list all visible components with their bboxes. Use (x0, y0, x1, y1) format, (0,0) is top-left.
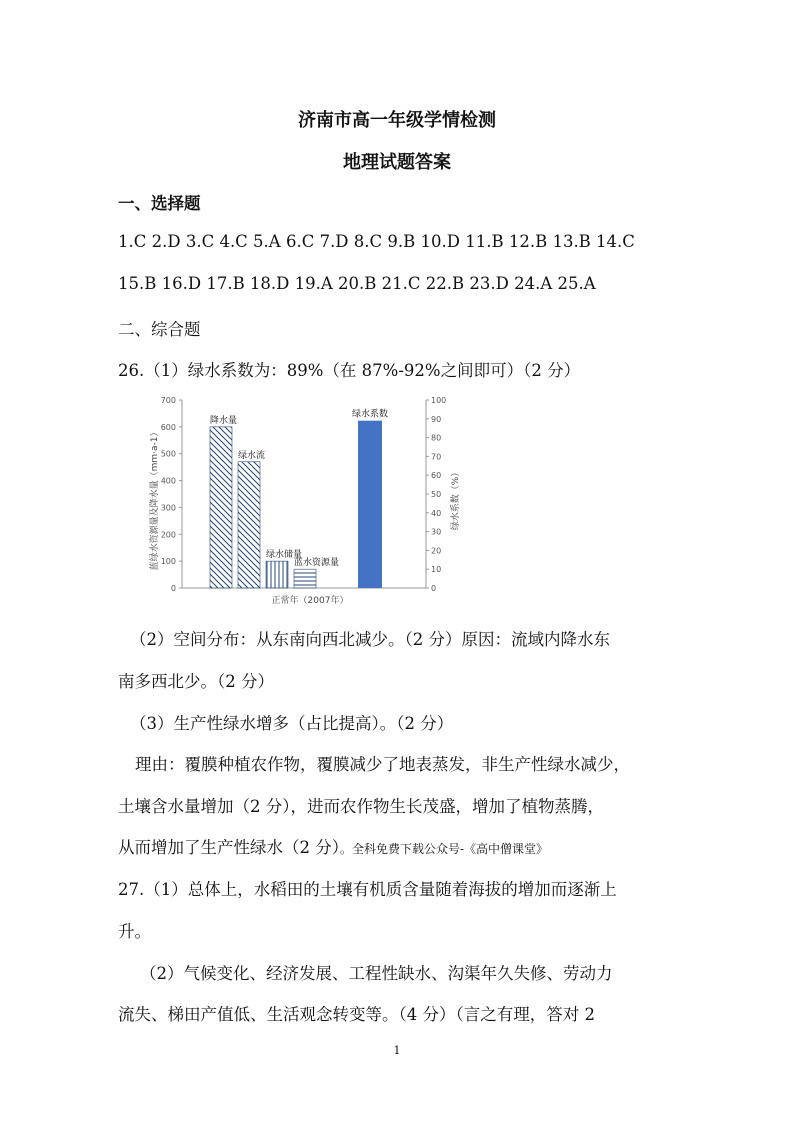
q26-part2-line2: 南多西北少。（2 分） (118, 672, 274, 691)
y2-axis-label: 绿水系数（%） (451, 467, 461, 531)
q26-part4-text: 从而增加了生产性绿水（2 分） (118, 838, 340, 857)
y-tick-label: 0 (170, 584, 176, 593)
bar-green-water-flow-label: 绿水流 (238, 450, 266, 461)
y-tick-label: 700 (160, 396, 176, 405)
q26-part4-line1: 理由：覆膜种植农作物，覆膜减少了地表蒸发，非生产性绿水减少， (135, 755, 630, 774)
y2-tick-label: 20 (431, 546, 442, 556)
bar-green-water-coefficient-label: 绿水系数 (351, 409, 389, 420)
y2-tick-label: 40 (431, 508, 442, 518)
bar-green-water-storage-label: 绿水储量 (266, 550, 303, 561)
q26-part1: 26.（1）绿水系数为：89%（在 87%-92%之间即可）（2 分） (118, 361, 581, 380)
y-tick-label: 500 (160, 449, 176, 459)
y-tick-label: 600 (160, 422, 176, 432)
section-composite-heading: 二、综合题 (118, 320, 201, 339)
y-tick-label: 300 (160, 503, 176, 513)
bar-precipitation (210, 427, 232, 588)
green-water-chart (130, 392, 470, 610)
q27-part1-line2: 升。 (118, 922, 151, 941)
q27-part2-line1: （2）气候变化、经济发展、工程性缺水、沟渠年久失修、劳动力 (140, 964, 613, 983)
choice-answers-row-1: 1.C 2.D 3.C 4.C 5.A 6.C 7.D 8.C 9.B 10.D 11.B 12.B 13.B 14.C (118, 232, 635, 251)
q26-part3: （3）生产性绿水增多（占比提高）。（2 分） (130, 714, 454, 733)
y2-tick-label: 70 (431, 452, 442, 462)
y2-tick-label: 100 (431, 396, 447, 405)
q26-part4-line2: 土壤含水量增加（2 分），进而农作物生长茂盛，增加了植物蒸腾， (118, 797, 604, 816)
page-number: 1 (393, 1044, 401, 1057)
bar-blue-water (294, 569, 316, 588)
section-choice-heading: 一、选择题 (118, 194, 201, 213)
download-note: 。全科免费下载公众号-《高中僧课堂》 (340, 842, 549, 856)
q27-part2-line2: 流失、梯田产值低、生活观念转变等。（4 分）（言之有理，答对 2 (118, 1005, 595, 1024)
y2-tick-label: 30 (431, 527, 442, 537)
q27-part1-line1: 27.（1）总体上，水稻田的土壤有机质含量随着海拔的增加而逐渐上 (118, 880, 617, 899)
y-tick-label: 400 (160, 476, 176, 486)
bar-green-water-storage (266, 561, 288, 588)
y2-tick-label: 10 (431, 565, 442, 575)
choice-answers-row-2: 15.B 16.D 17.B 18.D 19.A 20.B 21.C 22.B 23.D 24.A 25.A (118, 274, 596, 293)
q26-part2-line1: （2）空间分布：从东南向西北减少。（2 分）原因：流域内降水东 (130, 630, 610, 649)
y-axis-label: 蓝绿水资源量及降水量（mm·a-1） (150, 427, 160, 571)
y-tick-label: 100 (160, 557, 176, 567)
bar-precipitation-label: 降水量 (210, 415, 238, 426)
y2-tick-label: 80 (431, 433, 442, 443)
bar-green-water-coefficient (358, 421, 382, 588)
y2-tick-label: 90 (431, 414, 442, 424)
page-title: 济南市高一年级学情检测 (298, 110, 496, 131)
bar-green-water-flow (238, 462, 260, 588)
y2-tick-label: 60 (431, 471, 442, 481)
y-tick-label: 200 (160, 530, 176, 540)
q26-part4-line3 (118, 834, 548, 858)
y2-tick-label: 0 (431, 584, 437, 593)
y2-tick-label: 50 (431, 490, 442, 499)
x-axis-label: 正常年（2007年） (271, 596, 349, 606)
bar-blue-water-label: 蓝水资源量 (294, 558, 340, 569)
page-subtitle: 地理试题答案 (343, 152, 451, 173)
